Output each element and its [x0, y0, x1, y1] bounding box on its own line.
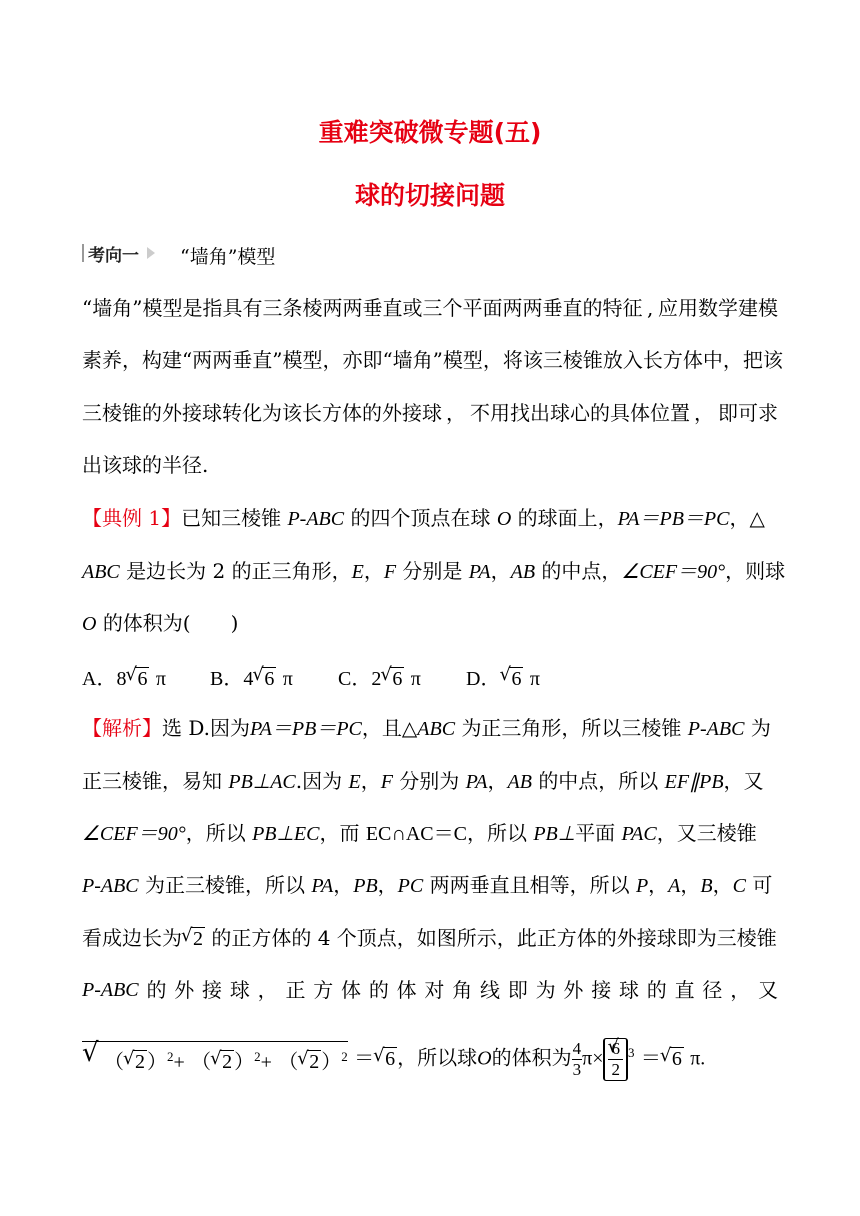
section-tag-label: 考向一	[88, 245, 139, 266]
solution-line-6: P-ABC 的 外 接 球 ， 正 方 体 的 体 对 角 线 即 为 外 接 球 的 直 径 ， 又	[82, 978, 778, 1002]
sqrt-symbol: √ 6	[381, 666, 404, 691]
sqrt-symbol: √ 2	[211, 1046, 234, 1077]
sqrt-symbol: √ 2	[182, 924, 205, 953]
example-tag: 【典例 1】	[82, 506, 182, 530]
sqrt-symbol: √ 6	[253, 666, 276, 691]
sqrt-symbol: √ 6	[661, 1033, 684, 1084]
example-line-1: 【典例 1】已知三棱锥 P-ABC 的四个顶点在球 O 的球面上，PA＝PB＝PC，△	[82, 506, 765, 530]
chevron-right-icon	[147, 247, 155, 259]
solution-line-4: P-ABC 为正三棱锥，所以 PA，PB，PC 两两垂直且相等，所以 P，A，B，C 可	[82, 873, 773, 897]
solution-line-5: 看成边长为√ 2 的正方体的 4 个顶点，如图所示，此正方体的外接球即为三棱锥	[82, 924, 777, 953]
solution-tag: 【解析】	[82, 716, 162, 740]
sqrt-symbol: √ 6	[374, 1033, 397, 1084]
intro-line-1: “墙角”模型是指具有三条棱两两垂直或三个平面两两垂直的特征 , 应用数学建模	[82, 296, 778, 320]
sqrt-symbol: √ 6	[500, 666, 523, 691]
sqrt-symbol: √ 2	[124, 1046, 147, 1077]
fraction-root6-2: √ $\frac{6}{2}$	[608, 1039, 623, 1080]
section-title: “墙角”模型	[180, 246, 276, 268]
option-d[interactable]: D．√ 6 π	[466, 662, 540, 691]
sqrt-symbol: √ 6	[126, 666, 149, 691]
example-line-2: ABC 是边长为 2 的正三角形，E，F 分别是 PA，AB 的中点，∠CEF＝90°，则球	[82, 559, 786, 583]
option-b[interactable]: B．4√ 6 π	[210, 662, 293, 691]
section-tag-bar	[82, 244, 84, 262]
option-a[interactable]: A．8√ 6 π	[82, 662, 166, 691]
intro-line-4: 出该球的半径.	[82, 453, 209, 477]
intro-line-3: 三棱锥的外接球转化为该长方体的外接球 ， 不用找出球心的具体位置 ， 即可求	[82, 401, 778, 425]
page-subtitle: 球的切接问题	[354, 181, 505, 210]
formula-line: √ （√ 2 ）$^2$+ （√ 2 ）$^2$+ （√ 2 ）$^2$ ＝√ 6 ，所以球O的体积为 $\frac{4}{3}$ π× √ $\frac{6}{2}$ $^3$ ＝√ 6 π.	[82, 1028, 705, 1078]
outer-sqrt: √ （√ 2 ）$^2$+ （√ 2 ）$^2$+ （√ 2 ）$^2$	[82, 1041, 348, 1078]
sqrt-symbol: √ 2	[298, 1046, 321, 1077]
solution-line-1: 【解析】选 D.因为PA＝PB＝PC，且△ABC 为正三角形，所以三棱锥 P-ABC 为	[82, 716, 771, 740]
solution-line-3: ∠CEF＝90°，所以 PB⊥EC，而 EC∩AC＝C，所以 PB⊥平面 PAC，又三棱锥	[82, 821, 757, 845]
fraction-4-3: $\frac{4}{3}$	[572, 1038, 582, 1079]
intro-line-2: 素养 ， 构建“两两垂直”模型 ， 亦即“墙角”模型 ， 将该三棱锥放入长方体中 ， 把该	[82, 348, 783, 372]
example-line-3: O 的体积为( )	[82, 611, 239, 635]
section-tag	[82, 240, 155, 266]
page-title: 重难突破微专题(五)	[318, 118, 542, 147]
solution-line-2: 正三棱锥，易知 PB⊥AC.因为 E，F 分别为 PA，AB 的中点，所以 EF∥PB，又	[82, 769, 764, 793]
paren-group	[603, 1038, 628, 1081]
option-c[interactable]: C．2√ 6 π	[338, 662, 421, 691]
